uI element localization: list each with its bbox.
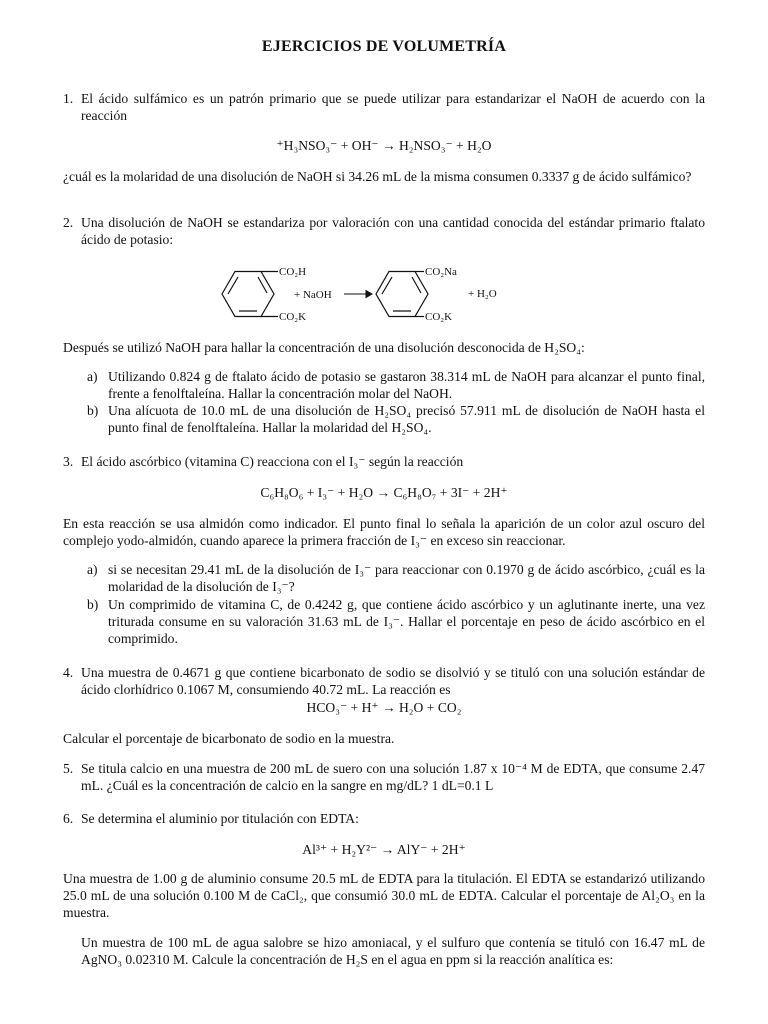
q4-reaction: HCO₃⁻ + H⁺ → H₂O + CO₂ bbox=[306, 700, 462, 715]
q3-paragraph: En esta reacción se usa almidón como indicador. El punto final lo señala la aparición de un color azul oscuro del complejo yodo-almidón, cuando aparece la primera fracción de I₃⁻ en exceso sin reaccionar. bbox=[63, 516, 705, 548]
q1-number: 1. bbox=[63, 91, 74, 106]
q6-reaction: Al³⁺ + H₂Y²⁻ → AlY⁻ + 2H⁺ bbox=[302, 842, 466, 857]
q3-a-text: si se necesitan 29.41 mL de la disolución de I₃⁻ para reaccionar con 0.1970 g de ácido ascórbico, ¿cuál es la molaridad de la disolución de I₃⁻? bbox=[108, 562, 705, 594]
q3-b-label: b) bbox=[87, 597, 99, 612]
q4-number: 4. bbox=[63, 665, 74, 680]
q2-number: 2. bbox=[63, 215, 74, 230]
q6-paragraph: Una muestra de 1.00 g de aluminio consume 20.5 mL de EDTA para la titulación. El EDTA se estandarizó utilizando 25.0 mL de una solución 0.100 M de CaCl₂, que consumió 30.0 mL de EDTA. Calcular el porcentaje de Al₂O₃ en la muestra. bbox=[63, 871, 705, 920]
q3-a-label: a) bbox=[87, 562, 98, 577]
reactant-benzene-ring bbox=[222, 272, 278, 317]
q1-reaction: ⁺H₃NSO₃⁻ + OH⁻ → H₂NSO₃⁻ + H₂O bbox=[276, 138, 492, 153]
q4-text: Una muestra de 0.4671 g que contiene bicarbonato de sodio se disolvió y se tituló con una solución estándar de ácido clorhídrico 0.1067 M, consumiendo 40.72 mL. La reacción es bbox=[81, 665, 705, 697]
q3-text: El ácido ascórbico (vitamina C) reacciona con el I₃⁻ según la reacción bbox=[81, 454, 464, 469]
reactant-top-group: CO₂H bbox=[279, 266, 307, 278]
phthalate-reaction-diagram bbox=[200, 256, 530, 332]
q6-number: 6. bbox=[63, 811, 74, 826]
reagent-label: + NaOH bbox=[294, 289, 332, 301]
reaction-arrow-icon bbox=[344, 291, 372, 298]
q6-text: Se determina el aluminio por titulación con EDTA: bbox=[81, 811, 359, 826]
product-benzene-ring bbox=[376, 272, 428, 317]
q3-number: 3. bbox=[63, 454, 74, 469]
reactant-bottom-group: CO₂K bbox=[279, 311, 307, 323]
q2-b-label: b) bbox=[87, 403, 99, 418]
byproduct-label: + H₂O bbox=[468, 288, 497, 300]
q4-question: Calcular el porcentaje de bicarbonato de sodio en la muestra. bbox=[63, 731, 395, 746]
q1-question: ¿cuál es la molaridad de una disolución de NaOH si 34.26 mL de la misma consumen 0.3337 g de ácido sulfámico? bbox=[63, 169, 692, 184]
q5-number: 5. bbox=[63, 761, 74, 776]
q3-reaction: C₆H₈O₆ + I₃⁻ + H₂O → C₆H₈O₇ + 3I⁻ + 2H⁺ bbox=[260, 485, 508, 500]
q3-b-text: Un comprimido de vitamina C, de 0.4242 g, que contiene ácido ascórbico y un aglutinante inerte, una vez triturada consume en su valoración 31.63 mL de I₃⁻. Hallar el porcentaje en peso de ácido ascórbico en el comprimido. bbox=[108, 597, 705, 646]
product-top-group: CO₂Na bbox=[425, 266, 457, 278]
q1-text: El ácido sulfámico es un patrón primario que se puede utilizar para estandarizar el NaOH de acuerdo con la reacción bbox=[81, 91, 705, 123]
q2-text: Una disolución de NaOH se estandariza por valoración con una cantidad conocida del estándar primario ftalato ácido de potasio: bbox=[81, 215, 705, 247]
q5-text: Se titula calcio en una muestra de 200 mL de suero con una solución 1.87 x 10⁻⁴ M de EDTA, que consume 2.47 mL. ¿Cuál es la concentración de calcio en la sangre en mg/dL? 1 dL=0.1 L bbox=[81, 761, 705, 793]
q2-b-text: Una alícuota de 10.0 mL de una disolución de H₂SO₄ precisó 57.911 mL de disolución de NaOH hasta el punto final de fenolftaleína. Hallar la molaridad del H₂SO₄. bbox=[108, 403, 705, 435]
page-title: EJERCICIOS DE VOLUMETRÍA bbox=[261, 38, 507, 55]
q6-extra-paragraph: Un muestra de 100 mL de agua salobre se hizo amoniacal, y el sulfuro que contenía se tituló con 16.47 mL de AgNO₃ 0.02310 M. Calcule la concentración de H₂S en el agua en ppm si la reacción analítica es: bbox=[81, 935, 705, 967]
q2-after-text: Después se utilizó NaOH para hallar la concentración de una disolución desconocida de H₂SO₄: bbox=[63, 340, 585, 355]
q2-a-label: a) bbox=[87, 369, 98, 384]
q2-a-text: Utilizando 0.824 g de ftalato ácido de potasio se gastaron 38.314 mL de NaOH para alcanzar el punto final, frente a fenolftaleína. Hallar la concentración molar del NaOH. bbox=[108, 369, 705, 401]
product-bottom-group: CO₂K bbox=[425, 311, 453, 323]
